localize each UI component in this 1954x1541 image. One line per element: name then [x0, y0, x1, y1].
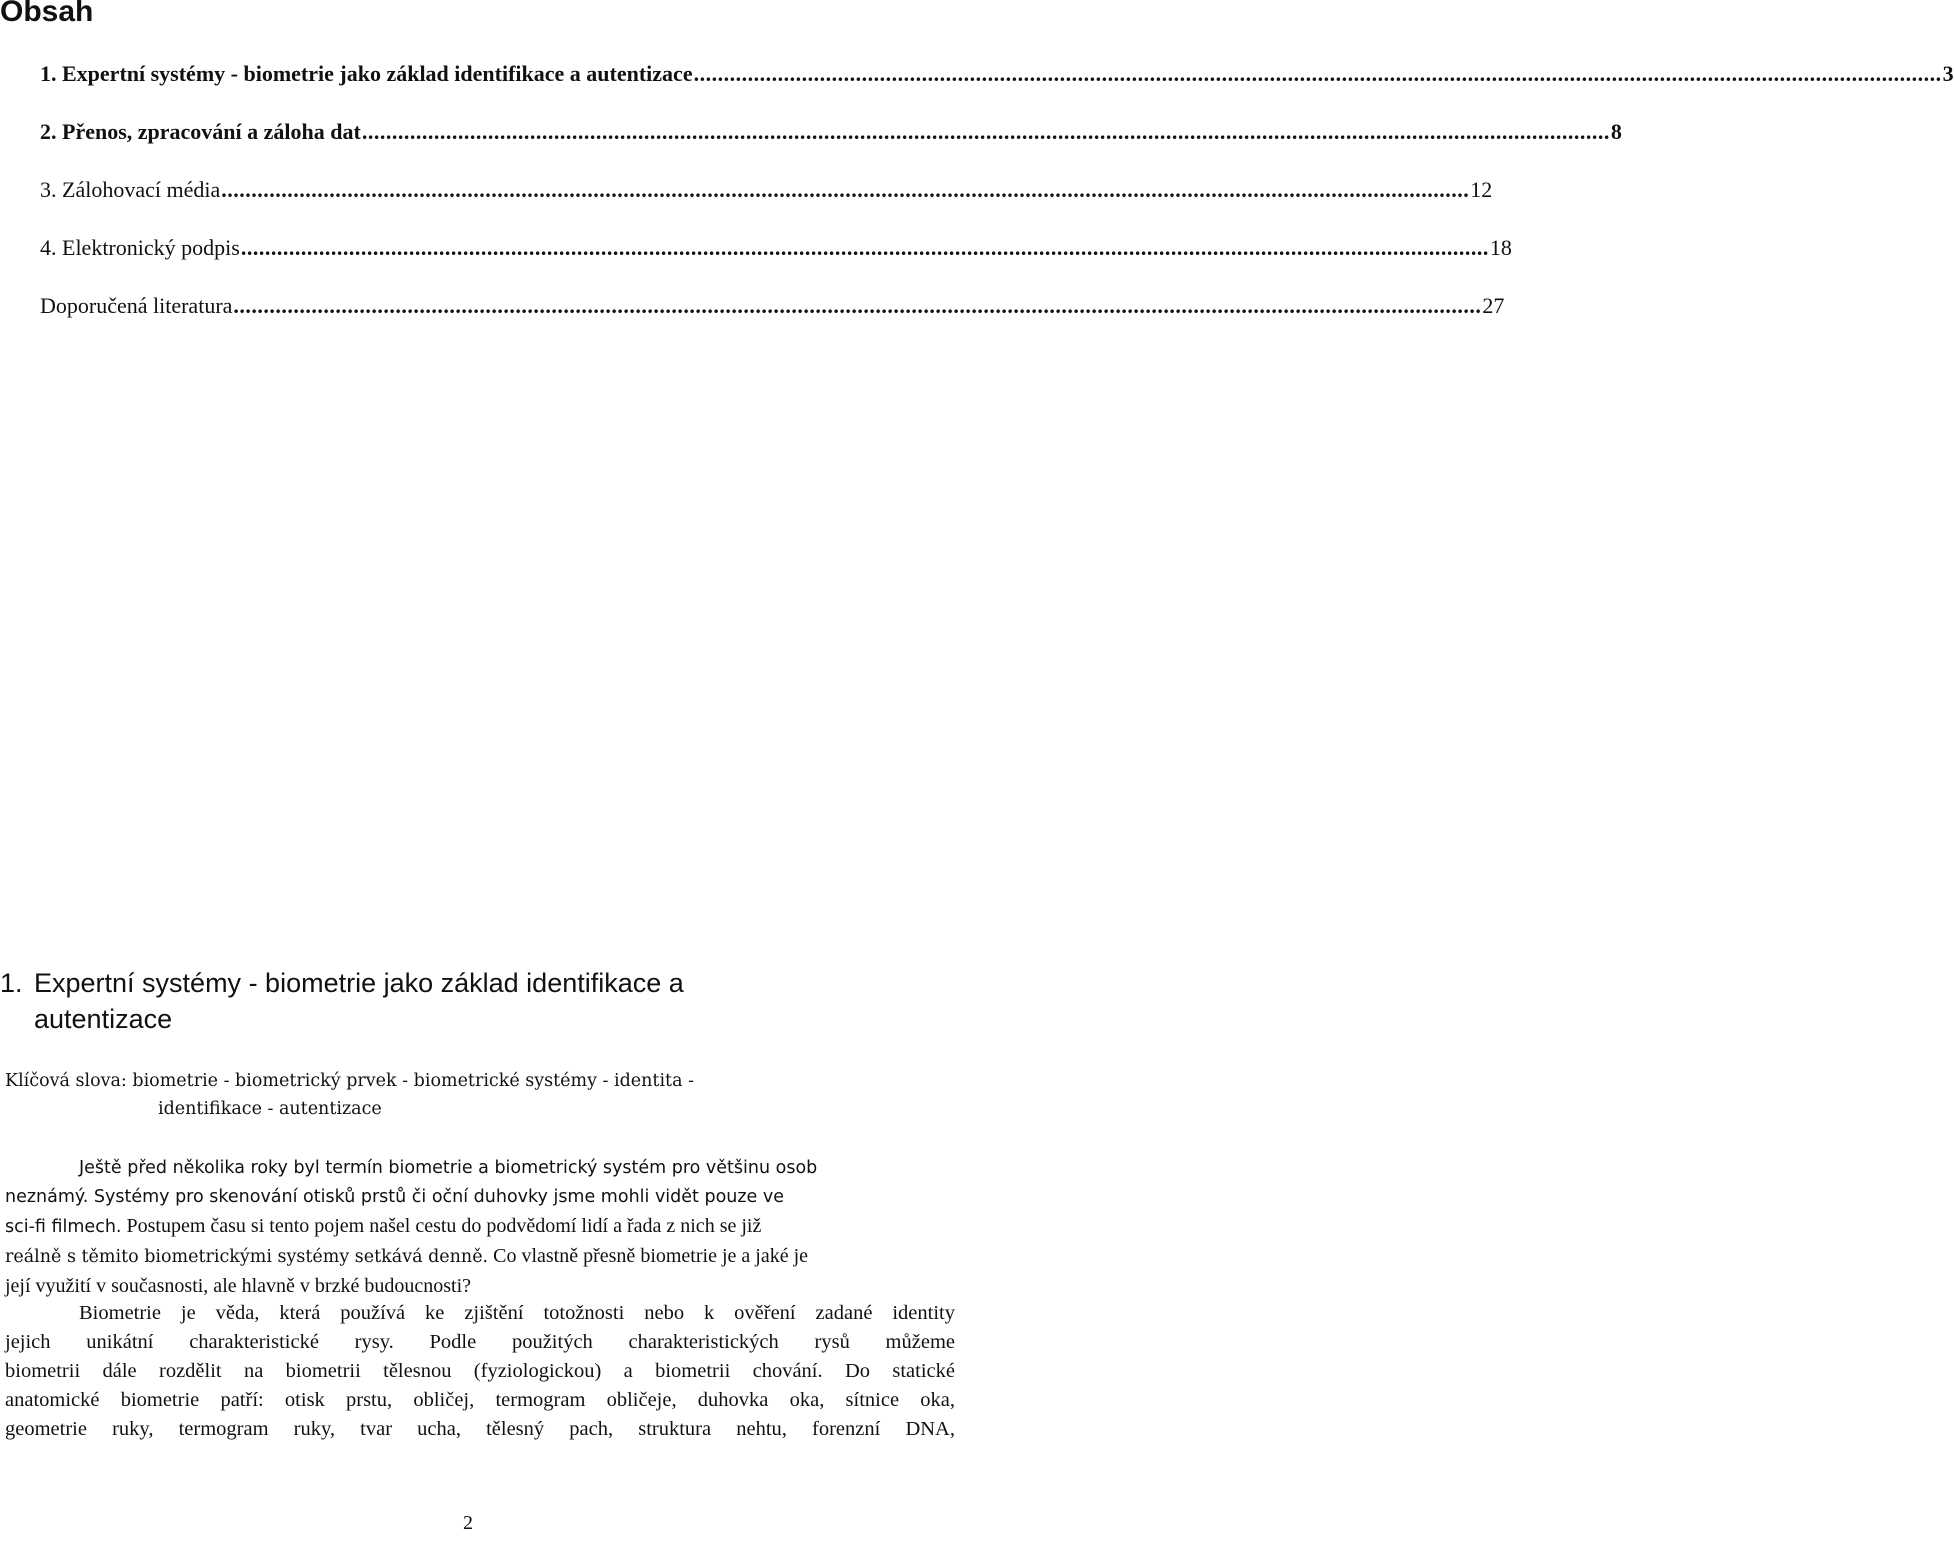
paragraph-line: biometrii dále rozdělit na biometrii tělesnou (fyziologickou) a biometrii chování. Do statické	[5, 1360, 955, 1382]
toc-leader-dots: ................................................................................................................................................................................................................	[240, 235, 1489, 260]
toc-entry-text: Doporučená literatura	[40, 293, 233, 318]
toc-leader-dots: ................................................................................................................................................................................................................	[361, 119, 1610, 144]
paragraph-fragment: Co vlastně přesně biometrie je a jaké je	[488, 1245, 809, 1267]
toc-leader-dots: ................................................................................................................................................................................................................	[233, 293, 1482, 318]
toc-entry[interactable]	[40, 235, 1512, 265]
keywords-line1: Klíčová slova: biometrie - biometrický prvek - biometrické systémy - identita -	[5, 1071, 695, 1091]
keywords-line2: identifikace - autentizace	[158, 1099, 382, 1119]
toc-entry[interactable]	[40, 293, 1505, 323]
paragraph-fragment: Postupem času si tento pojem našel cestu do podvědomí lidí a řada z nich se již	[121, 1215, 762, 1237]
toc-entry[interactable]	[40, 177, 1493, 207]
paragraph-line: geometrie ruky, termogram ruky, tvar ucha, tělesný pach, struktura nehtu, forenzní DNA,	[5, 1418, 955, 1440]
toc-leader-dots: ................................................................................................................................................................................................................	[693, 61, 1942, 86]
toc-entry-page: 12	[1470, 177, 1493, 202]
chapter-heading	[0, 965, 940, 1037]
paragraph-line: její využití v současnosti, ale hlavně v brzké budoucnosti?	[5, 1275, 471, 1297]
page-number: 2	[463, 1512, 473, 1534]
toc-title: Obsah	[0, 0, 94, 28]
toc-entry-page: 27	[1482, 293, 1505, 318]
toc-entry-text: 1. Expertní systémy - biometrie jako základ identifikace a autentizace	[40, 61, 693, 86]
paragraph-line: Biometrie je věda, která používá ke zjištění totožnosti nebo k ověření zadané identity	[79, 1302, 955, 1324]
paragraph-line: Ještě před několika roky byl termín biometrie a biometrický systém pro většinu osob	[79, 1158, 818, 1178]
paragraph-line: neznámý. Systémy pro skenování otisků prstů či oční duhovky jsme mohli vidět pouze ve	[5, 1187, 785, 1207]
toc-entry-text: 3. Zálohovací média	[40, 177, 221, 202]
chapter-title-line2: autentizace	[34, 1004, 173, 1034]
toc-entry-page: 18	[1489, 235, 1512, 260]
toc-entry-text: 2. Přenos, zpracování a záloha dat	[40, 119, 361, 144]
paragraph-fragment: reálně s těmito biometrickými systémy setkává denně.	[5, 1247, 489, 1267]
paragraph-biometrics	[5, 1299, 955, 1444]
toc-entry[interactable]	[40, 61, 1954, 91]
chapter-title-line1: Expertní systémy - biometrie jako základ identifikace a	[34, 968, 684, 998]
paragraph-line	[5, 1212, 955, 1242]
paragraph-line	[5, 1242, 955, 1272]
paragraph-fragment: sci-fi filmech.	[5, 1217, 122, 1237]
paragraph-line: anatomické biometrie patří: otisk prstu, obličej, termogram obličeje, duhovka oka, sítnice oka,	[5, 1389, 955, 1411]
toc-entry-page: 8	[1610, 119, 1622, 144]
chapter-number: 1.	[0, 968, 23, 998]
toc-entry-text: 4. Elektronický podpis	[40, 235, 240, 260]
toc-entry-page: 3	[1942, 61, 1954, 86]
paragraph-intro	[5, 1154, 955, 1301]
paragraph-line: jejich unikátní charakteristické rysy. Podle použitých charakteristických rysů můžeme	[5, 1331, 955, 1353]
keywords	[5, 1067, 945, 1123]
toc-leader-dots: ................................................................................................................................................................................................................	[221, 177, 1470, 202]
toc-entry[interactable]	[40, 119, 1622, 149]
